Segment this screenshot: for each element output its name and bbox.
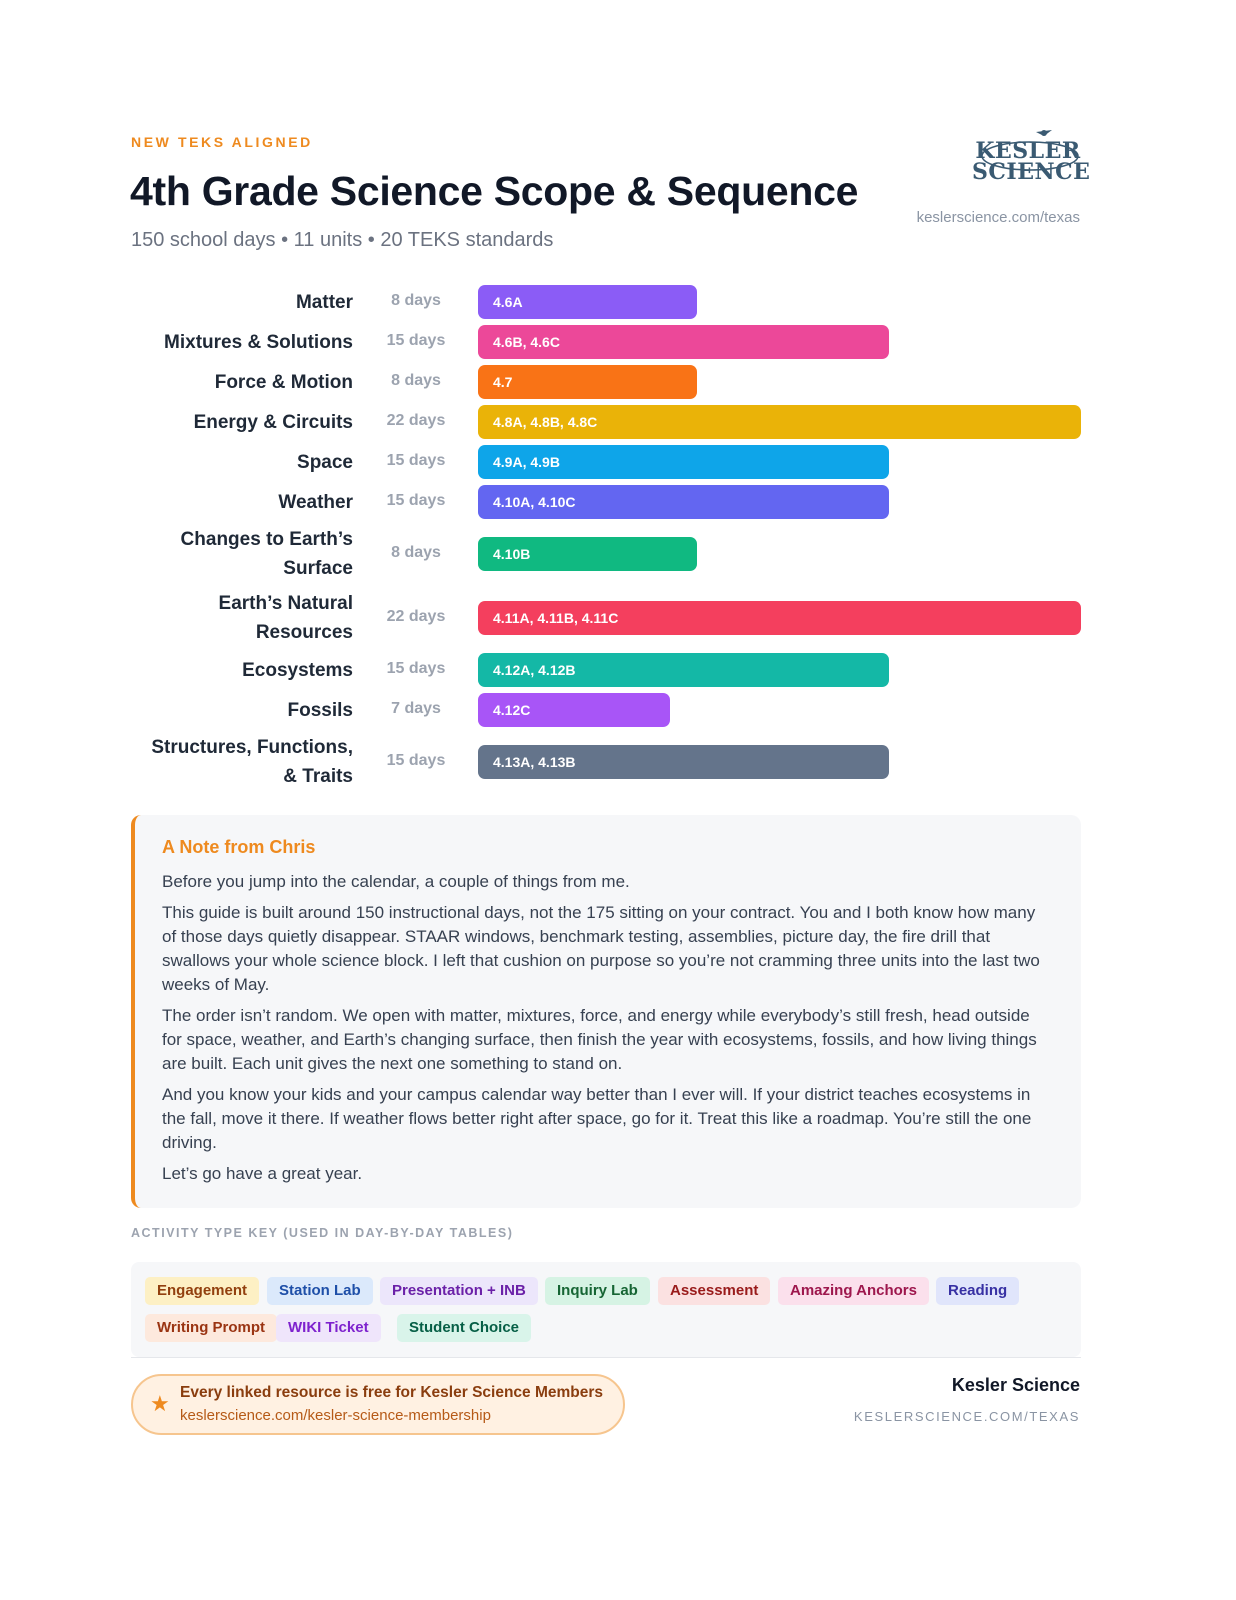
unit-bar (478, 537, 697, 571)
unit-days: 15 days (386, 332, 446, 349)
eyebrow-label: NEW TEKS ALIGNED (131, 134, 313, 150)
unit-bar (478, 601, 1081, 635)
page-subtitle: 150 school days • 11 units • 20 TEKS standards (131, 229, 554, 251)
membership-link[interactable]: keslerscience.com/kesler-science-membership (180, 1407, 491, 1424)
unit-label: Mixtures & Solutions (164, 332, 353, 353)
unit-days: 15 days (386, 752, 446, 769)
teks-standards-label: 4.8A, 4.8B, 4.8C (493, 414, 598, 430)
unit-days: 8 days (391, 292, 441, 309)
note-paragraph: Let’s go have a great year. (162, 1164, 363, 1183)
unit-days: 22 days (386, 608, 446, 625)
unit-label: Ecosystems (242, 660, 353, 681)
site-url[interactable]: keslerscience.com/texas (916, 209, 1080, 226)
teks-standards-label: 4.9A, 4.9B (493, 454, 560, 470)
note-paragraph: Before you jump into the calendar, a couple of things from me. (162, 872, 630, 891)
unit-label: Earth’s Natural Resources (218, 593, 353, 643)
unit-bar (478, 405, 1081, 439)
unit-label: Space (297, 452, 353, 473)
unit-label: Matter (295, 292, 353, 313)
teks-standards-label: 4.13A, 4.13B (493, 754, 576, 770)
teks-standards-label: 4.10A, 4.10C (493, 494, 576, 510)
logo-line-2: SCIENCE (972, 159, 1091, 185)
page-title: 4th Grade Science Scope & Sequence (130, 168, 859, 214)
unit-bar (478, 485, 889, 519)
unit-days: 15 days (386, 660, 446, 677)
membership-title: Every linked resource is free for Kesler Science Members (180, 1384, 604, 1401)
note-card (131, 815, 1081, 1208)
teks-standards-label: 4.11A, 4.11B, 4.11C (493, 610, 619, 626)
unit-label: Energy & Circuits (193, 412, 353, 433)
activity-chip: Engagement (145, 1277, 259, 1305)
note-title: A Note from Chris (162, 837, 316, 857)
activity-chip: WIKI Ticket (276, 1314, 381, 1342)
unit-bar (478, 285, 697, 319)
membership-banner[interactable] (131, 1374, 625, 1435)
footer-brand: Kesler Science (951, 1375, 1080, 1395)
unit-label: Fossils (287, 700, 353, 721)
teks-standards-label: 4.7 (493, 374, 513, 390)
unit-label: Structures, Functions, & Traits (151, 737, 353, 787)
unit-bar (478, 693, 670, 727)
activity-chip: Assessment (658, 1277, 770, 1305)
activity-chip: Presentation + INB (380, 1277, 538, 1305)
unit-bar (478, 325, 889, 359)
unit-days: 8 days (391, 372, 441, 389)
unit-label: Force & Motion (214, 372, 353, 393)
teks-standards-label: 4.10B (493, 546, 531, 562)
unit-bar (478, 745, 889, 779)
unit-bar (478, 365, 697, 399)
note-paragraph: This guide is built around 150 instructional days, not the 175 sitting on your contract. You and I both know how many of those days quietly disappear. STAAR windows, benchmark testing, assemblies, picture day, the fire drill that swallows your whole science block. I left that cushion on purpose so you’re not cramming three units into the last two weeks of May. (162, 903, 1040, 994)
activity-chip: Inquiry Lab (545, 1277, 650, 1305)
unit-label: Weather (278, 492, 353, 513)
star-icon: ★ (150, 1391, 170, 1416)
note-paragraph: The order isn’t random. We open with matter, mixtures, force, and energy while everybody’s still fresh, head outside for space, weather, and Earth’s changing surface, then finish the year with ecosystems, fossils, and how living things are built. Each unit gives the next one something to stand on. (162, 1006, 1037, 1073)
unit-bar (478, 445, 889, 479)
activity-key-heading: ACTIVITY TYPE KEY (USED IN DAY-BY-DAY TABLES) (131, 1226, 514, 1240)
teks-standards-label: 4.12C (493, 702, 531, 718)
note-paragraph: And you know your kids and your campus calendar way better than I ever will. If your district teaches ecosystems in the fall, move it there. If weather flows better right after space, go for it. Treat this like a roadmap. You’re still the one driving. (162, 1085, 1032, 1152)
unit-days: 15 days (386, 492, 446, 509)
activity-chip: Reading (936, 1277, 1019, 1305)
unit-days: 7 days (391, 700, 441, 717)
teks-standards-label: 4.12A, 4.12B (493, 662, 576, 678)
activity-chip: Writing Prompt (145, 1314, 277, 1342)
unit-days: 22 days (386, 412, 446, 429)
unit-bar (478, 653, 889, 687)
unit-days: 15 days (386, 452, 446, 469)
unit-days: 8 days (391, 544, 441, 561)
teks-standards-label: 4.6A (493, 294, 523, 310)
logo-line-1: KESLER (975, 138, 1081, 164)
activity-key (131, 1262, 1081, 1357)
teks-standards-label: 4.6B, 4.6C (493, 334, 560, 350)
activity-chip: Station Lab (267, 1277, 373, 1305)
footer-url[interactable]: KESLERSCIENCE.COM/TEXAS (853, 1409, 1080, 1424)
activity-chip: Amazing Anchors (778, 1277, 929, 1305)
activity-chip: Student Choice (397, 1314, 531, 1342)
unit-label: Changes to Earth’s Surface (180, 529, 353, 579)
divider (131, 1357, 1081, 1358)
